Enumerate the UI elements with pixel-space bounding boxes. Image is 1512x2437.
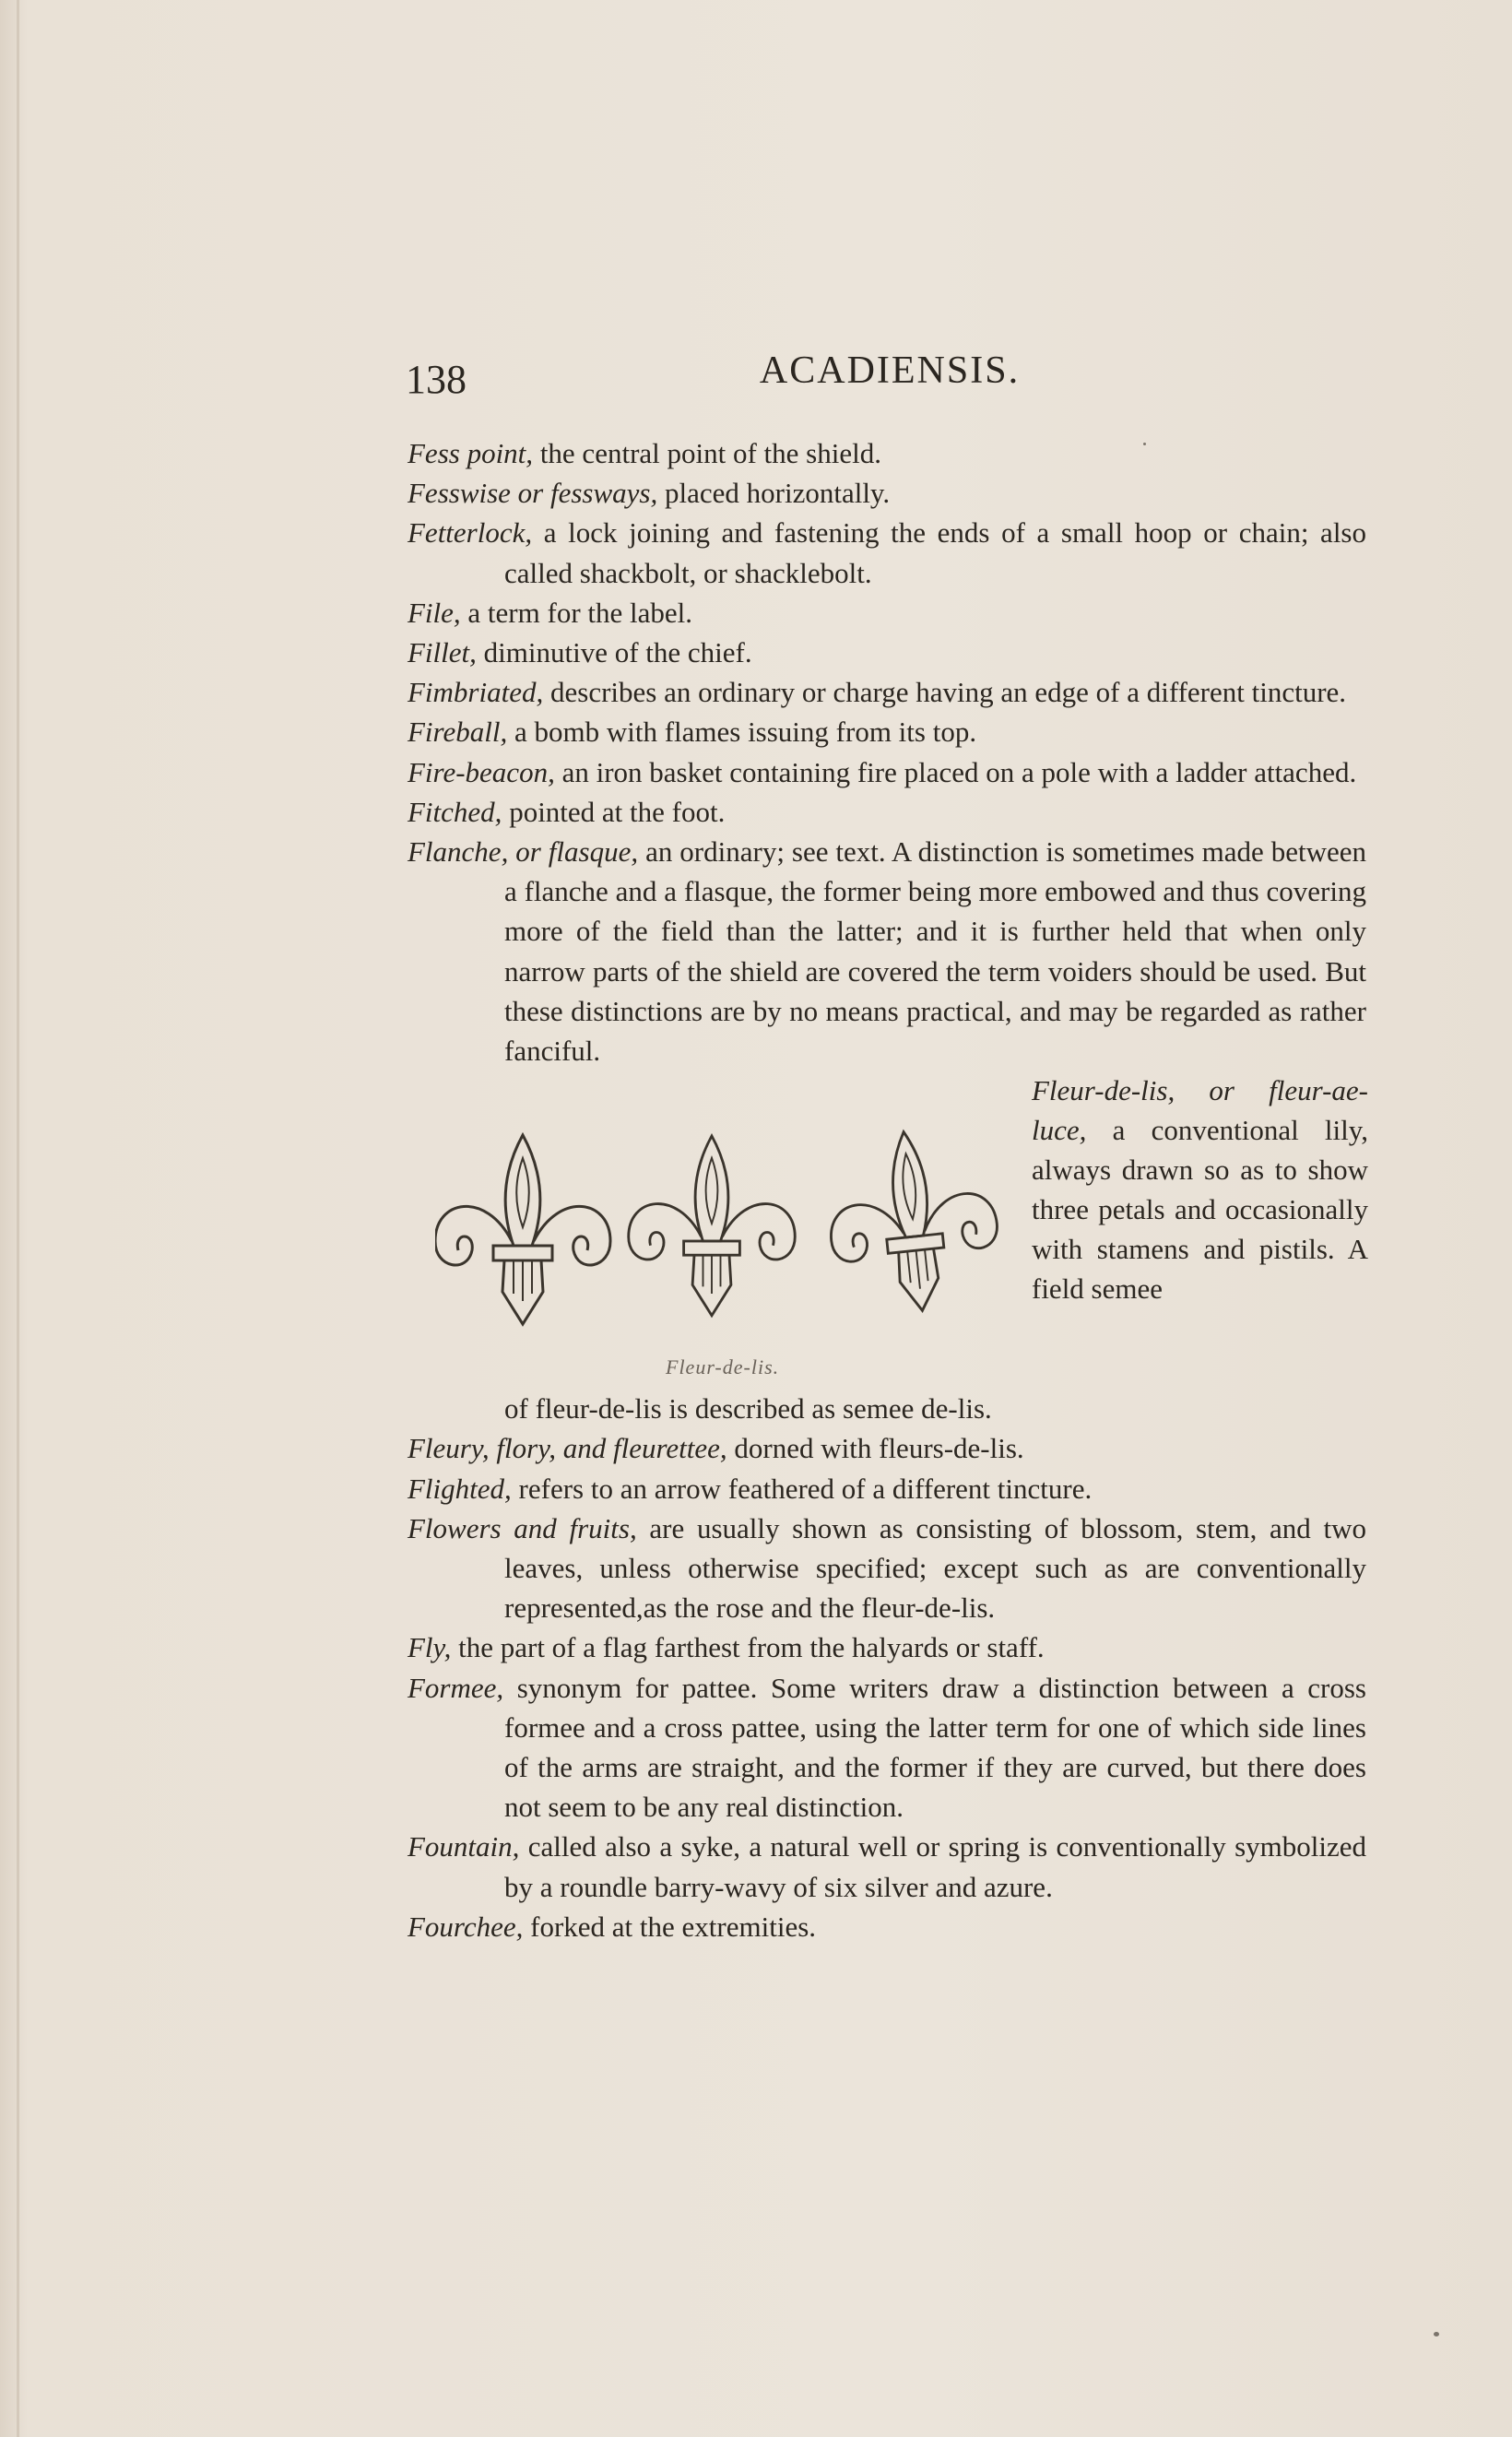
entry-term: File, xyxy=(408,596,461,629)
entry-text: a lock joining and fastening the ends of a small hoop or chain; also called shackbolt, or shacklebolt. xyxy=(504,516,1366,589)
fleur-de-lis-entry xyxy=(1032,1071,1368,1308)
entry-text: an ordinary; see text. A distinction is sometimes made between a flanche and a flasque, the former being more embowed and thus covering more of the field than the latter; and it is further held that when only narrow parts of the shield are covered the term voiders should be used. But these distinctions are by no means practical, and may be regarded as rather fanciful. xyxy=(504,835,1366,1068)
entry-term: Flanche, or flasque, xyxy=(408,835,639,869)
glossary-entry xyxy=(408,633,1366,672)
entry-text: forked at the extremities. xyxy=(523,1910,817,1943)
glossary-entry xyxy=(408,832,1366,1071)
entry-term: Fountain, xyxy=(408,1830,520,1863)
entries-before xyxy=(408,433,1366,1071)
entry-text: placed horizontally. xyxy=(657,477,891,510)
entry-term: Fesswise or fessways, xyxy=(408,477,658,510)
glossary-entry xyxy=(408,593,1366,633)
glossary-entry xyxy=(408,1508,1366,1628)
entry-term: Fourchee, xyxy=(408,1910,524,1943)
running-title: ACADIENSIS. xyxy=(759,349,1021,392)
entry-term: Flowers and fruits, xyxy=(408,1511,637,1544)
entry-term: Fimbriated, xyxy=(408,676,544,709)
entry-text: synonym for pattee. Some writers draw a distinction between a cross formee and a cross pattee, using the latter term for one of which side lines of the arms are straight, and the former if they are curved, but there does not seem to be any real distinction. xyxy=(503,1671,1366,1824)
entry-text: refers to an arrow feathered of a different tincture. xyxy=(511,1472,1093,1505)
glossary-entry xyxy=(408,712,1366,751)
entry-text: a bomb with flames issuing from its top. xyxy=(507,716,977,749)
fleur-de-lis-icon xyxy=(435,1135,610,1324)
fleur-de-lis-continuation: of fleur-de-lis is described as semee de-lis. xyxy=(504,1392,992,1426)
glossary-entry xyxy=(408,752,1366,792)
entry-text: a term for the label. xyxy=(460,596,693,629)
glossary-entry xyxy=(408,1428,1366,1468)
entry-text: dorned with fleurs-de-lis. xyxy=(726,1432,1024,1465)
fleur-de-lis-figure xyxy=(435,1107,1007,1356)
glossary-entry xyxy=(408,1668,1366,1828)
figure-caption: Fleur-de-lis. xyxy=(666,1355,780,1379)
glossary-entry xyxy=(408,792,1366,832)
glossary-entry xyxy=(408,1827,1366,1906)
entry-text: pointed at the foot. xyxy=(502,795,726,828)
glossary-entry xyxy=(408,433,1366,473)
entry-term: Fess point, xyxy=(408,437,534,469)
entries-after xyxy=(408,1428,1366,1946)
fleur-de-lis-icon xyxy=(629,1136,796,1316)
entry-term: Fillet, xyxy=(408,636,477,669)
entry-text: describes an ordinary or charge having an edge of a different tincture. xyxy=(543,676,1347,709)
entry-text: are usually shown as consisting of blossom, stem, and two leaves, unless otherwise specified; except such as are conventionally represented,as the rose and the fleur-de-lis. xyxy=(504,1511,1366,1625)
glossary-entry xyxy=(408,473,1366,513)
glossary-entry xyxy=(408,672,1366,712)
entry-term: Flighted, xyxy=(408,1472,512,1505)
entry-term: Formee, xyxy=(408,1671,504,1704)
paper-speck xyxy=(1434,2332,1439,2336)
entry-term: Fireball, xyxy=(408,716,508,749)
page-header xyxy=(406,349,1374,413)
entry-term: Fleury, flory, and fleurettee, xyxy=(408,1432,727,1465)
entry-term: Fire-beacon, xyxy=(408,755,555,788)
entry-text: an iron basket containing fire placed on a pole with a ladder attached. xyxy=(554,755,1357,788)
glossary-entry xyxy=(408,1469,1366,1508)
glossary-text xyxy=(408,433,1366,1946)
glossary-entry xyxy=(408,1907,1366,1946)
glossary-entry xyxy=(408,513,1366,592)
entry-term: Fitched, xyxy=(408,795,502,828)
page-number: 138 xyxy=(406,357,467,402)
entry-term: Fetterlock, xyxy=(408,516,533,550)
entry-term: Fly, xyxy=(408,1631,452,1664)
entry-text: the part of a flag farthest from the halyards or staff. xyxy=(451,1631,1045,1664)
paper-speck xyxy=(1143,443,1146,445)
entry-term: Fleur-de-lis, or fleur-ae-luce, xyxy=(1032,1074,1368,1147)
entry-text: a conventional lily, always drawn so as to show three petals and occasionally with stamens and pistils. A field semee xyxy=(1032,1114,1368,1306)
fleur-de-lis-block xyxy=(408,1071,1366,1389)
page-edge xyxy=(17,0,19,2437)
entry-text: called also a syke, a natural well or spring is conventionally symbolized by a roundle barry-wavy of six silver and azure. xyxy=(504,1830,1366,1903)
glossary-entry xyxy=(408,1627,1366,1667)
entry-text: the central point of the shield. xyxy=(533,437,881,469)
entry-text: diminutive of the chief. xyxy=(476,636,752,669)
fleur-de-lis-icon xyxy=(821,1123,1005,1319)
